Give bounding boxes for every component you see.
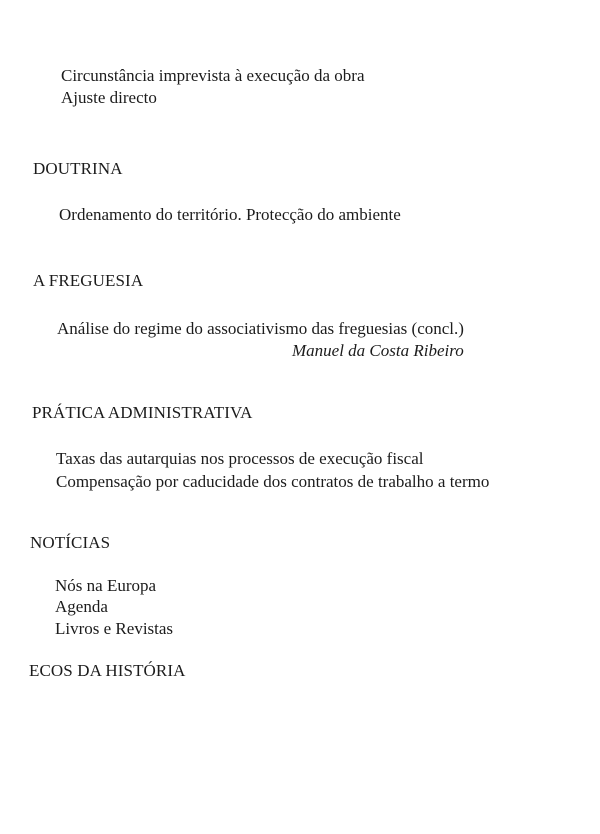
toc-entry: Análise do regime do associativismo das freguesias (concl.) bbox=[57, 319, 464, 338]
section-heading-doutrina: DOUTRINA bbox=[33, 159, 123, 178]
author-name: Manuel da Costa Ribeiro bbox=[292, 341, 464, 360]
toc-entry: Circunstância imprevista à execução da obra bbox=[61, 66, 365, 85]
toc-entry: Ajuste directo bbox=[61, 88, 157, 107]
section-heading-ecos-da-historia: ECOS DA HISTÓRIA bbox=[29, 661, 186, 680]
section-heading-noticias: NOTÍCIAS bbox=[30, 533, 111, 552]
toc-entry: Taxas das autarquias nos processos de execução fiscal bbox=[56, 449, 424, 468]
toc-entry: Compensação por caducidade dos contratos de trabalho a termo bbox=[56, 472, 490, 491]
section-heading-freguesia: A FREGUESIA bbox=[33, 271, 144, 290]
toc-entry: Ordenamento do território. Protecção do ambiente bbox=[59, 205, 401, 224]
section-heading-pratica-administrativa: PRÁTICA ADMINISTRATIVA bbox=[32, 403, 253, 422]
toc-entry: Livros e Revistas bbox=[55, 619, 174, 638]
toc-entry: Nós na Europa bbox=[55, 576, 157, 595]
toc-entry: Agenda bbox=[55, 597, 108, 616]
